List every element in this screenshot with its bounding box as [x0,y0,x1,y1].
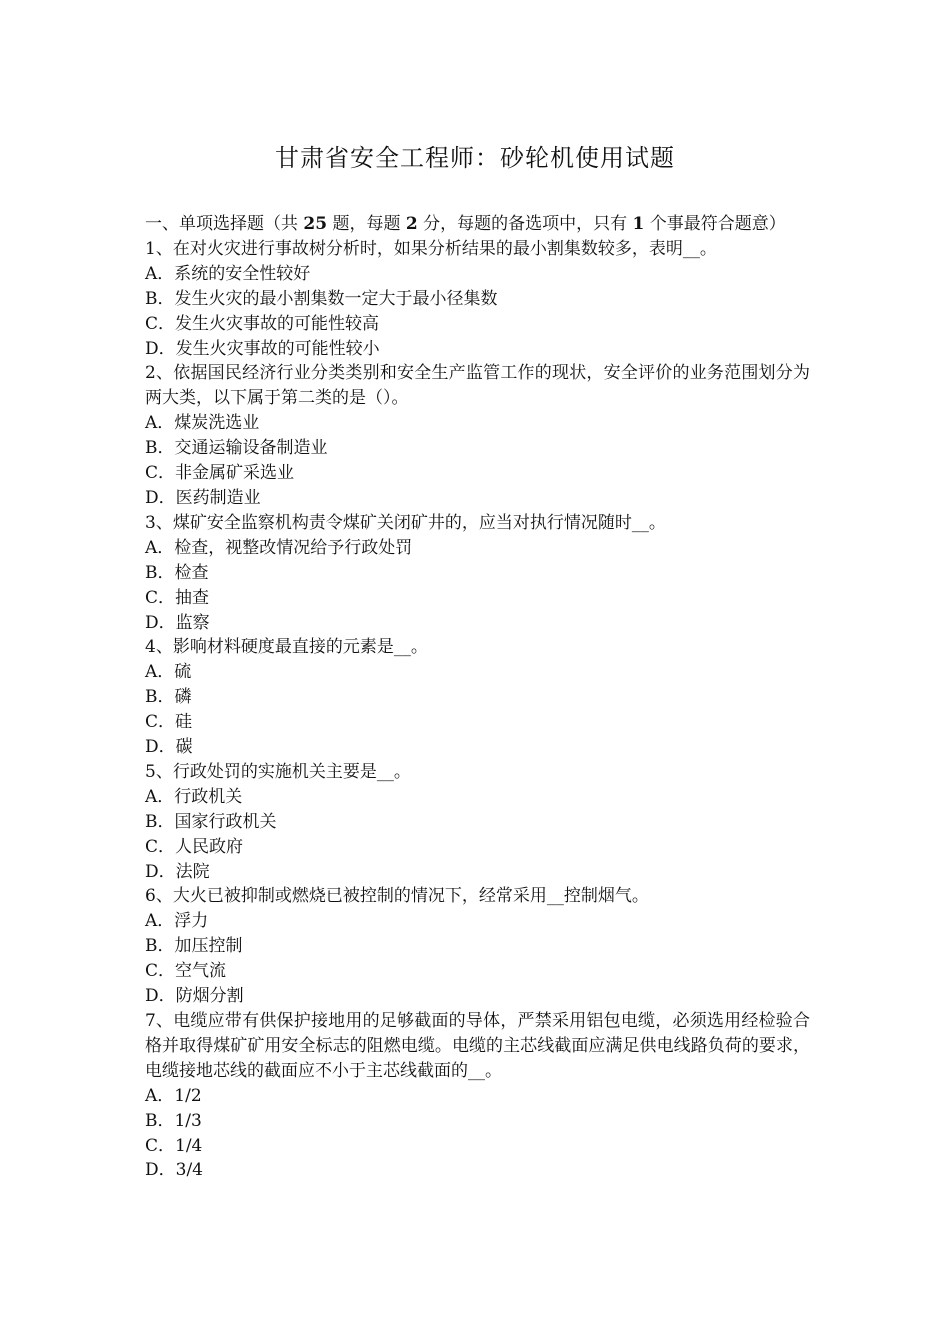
option-b: B．检查 [145,562,209,583]
option-a: A．检查，视整改情况给予行政处罚 [145,537,413,558]
option-d: D．医药制造业 [145,487,261,508]
question-stem: 6、大火已被抑制或燃烧已被控制的情况下，经常采用__控制烟气。 [145,886,649,907]
exam-content [145,212,810,1183]
option-d: D．碳 [145,737,193,758]
page-title: 甘肃省安全工程师：砂轮机使用试题 [275,144,675,172]
question-6 [145,884,810,1009]
option-b: B．加压控制 [145,936,243,957]
option-c: C．1/4 [145,1135,203,1156]
option-b: B．交通运输设备制造业 [145,438,328,459]
question-stem: 3、煤矿安全监察机构责令煤矿关闭矿井的，应当对执行情况随时__。 [145,512,666,533]
option-c: C．非金属矿采选业 [145,463,295,484]
option-c: C．硅 [145,712,193,733]
section-intro-c: 分，每题的备选项中，只有 [417,214,633,234]
question-stem: 2、依据国民经济行业分类类别和安全生产监管工作的现状，安全评价的业务范围划分为两大类，以下属于第二类的是（）。 [145,363,810,409]
option-b: B．磷 [145,687,192,708]
option-d: D．3/4 [145,1160,203,1181]
question-7 [145,1009,810,1183]
option-c: C．空气流 [145,961,227,982]
option-a: A．浮力 [145,911,209,932]
option-a: A．硫 [145,662,192,683]
question-stem: 4、影响材料硬度最直接的元素是__。 [145,637,428,658]
question-stem: 1、在对火灾进行事故树分析时，如果分析结果的最小割集数较多，表明__。 [145,238,717,259]
option-a: A．1/2 [145,1085,202,1106]
question-1 [145,237,810,362]
section-intro-b: 题，每题 [327,214,406,234]
correct-count: 1 [632,214,645,234]
question-2 [145,361,810,510]
option-a: A．系统的安全性较好 [145,263,311,284]
option-d: D．防烟分割 [145,986,244,1007]
option-a: A．行政机关 [145,786,243,807]
section-heading [145,212,810,237]
question-5 [145,760,810,885]
option-b: B．国家行政机关 [145,811,277,832]
section-intro-d: 个事最符合题意） [644,214,786,234]
score-per-question: 2 [405,214,418,234]
option-c: C．发生火灾事故的可能性较高 [145,313,380,334]
option-b: B．1/3 [145,1110,202,1131]
option-a: A．煤炭洗选业 [145,413,260,434]
option-c: C．人民政府 [145,836,244,857]
question-3 [145,511,810,636]
question-stem: 5、行政处罚的实施机关主要是__。 [145,761,411,782]
question-4 [145,635,810,760]
question-count: 25 [303,214,328,234]
section-intro-a: 一、单项选择题（共 [145,214,304,234]
option-b: B．发生火灾的最小割集数一定大于最小径集数 [145,288,498,309]
option-d: D．法院 [145,861,210,882]
option-d: D．监察 [145,612,210,633]
question-stem: 7、电缆应带有供保护接地用的足够截面的导体，严禁采用铝包电缆，必须选用经检验合格并取得煤矿矿用安全标志的阻燃电缆。电缆的主芯线截面应满足供电线路负荷的要求，电缆接地芯线的截面应不小于主芯线截面的__。 [145,1011,810,1081]
option-c: C．抽查 [145,587,210,608]
option-d: D．发生火灾事故的可能性较小 [145,338,380,359]
